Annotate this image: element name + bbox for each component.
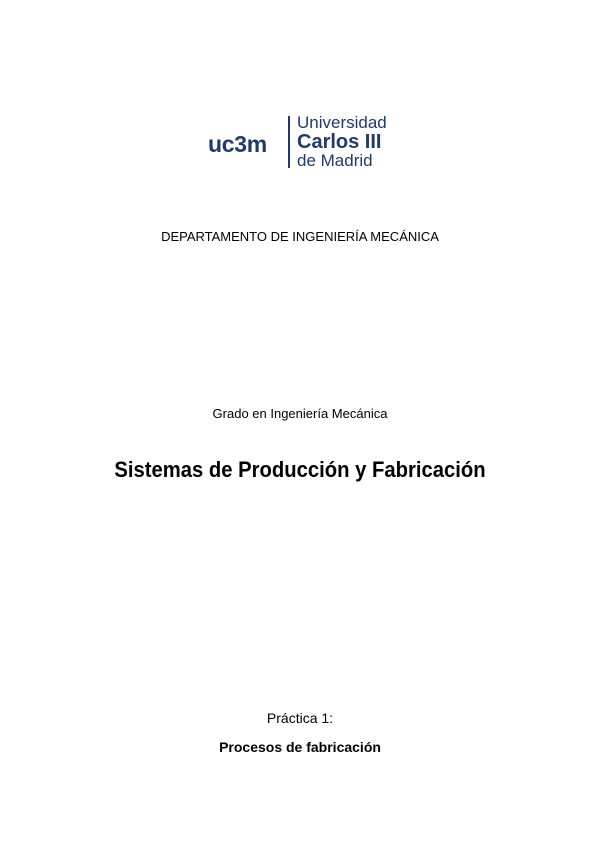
- logo-divider: [288, 116, 290, 168]
- department-heading: DEPARTAMENTO DE INGENIERÍA MECÁNICA: [161, 229, 439, 244]
- degree-name: Grado en Ingeniería Mecánica: [212, 406, 388, 421]
- logo-line-universidad: Universidad: [297, 113, 387, 132]
- practice-title: Procesos de fabricación: [219, 739, 381, 755]
- practice-label: Práctica 1:: [266, 710, 334, 726]
- logo-line-carlos-iii: Carlos III: [297, 131, 382, 153]
- logo-acronym: uc3m: [208, 131, 267, 157]
- university-logo: [208, 114, 394, 174]
- course-title: Sistemas de Producción y Fabricación: [114, 457, 486, 482]
- logo-line-de-madrid: de Madrid: [297, 151, 373, 170]
